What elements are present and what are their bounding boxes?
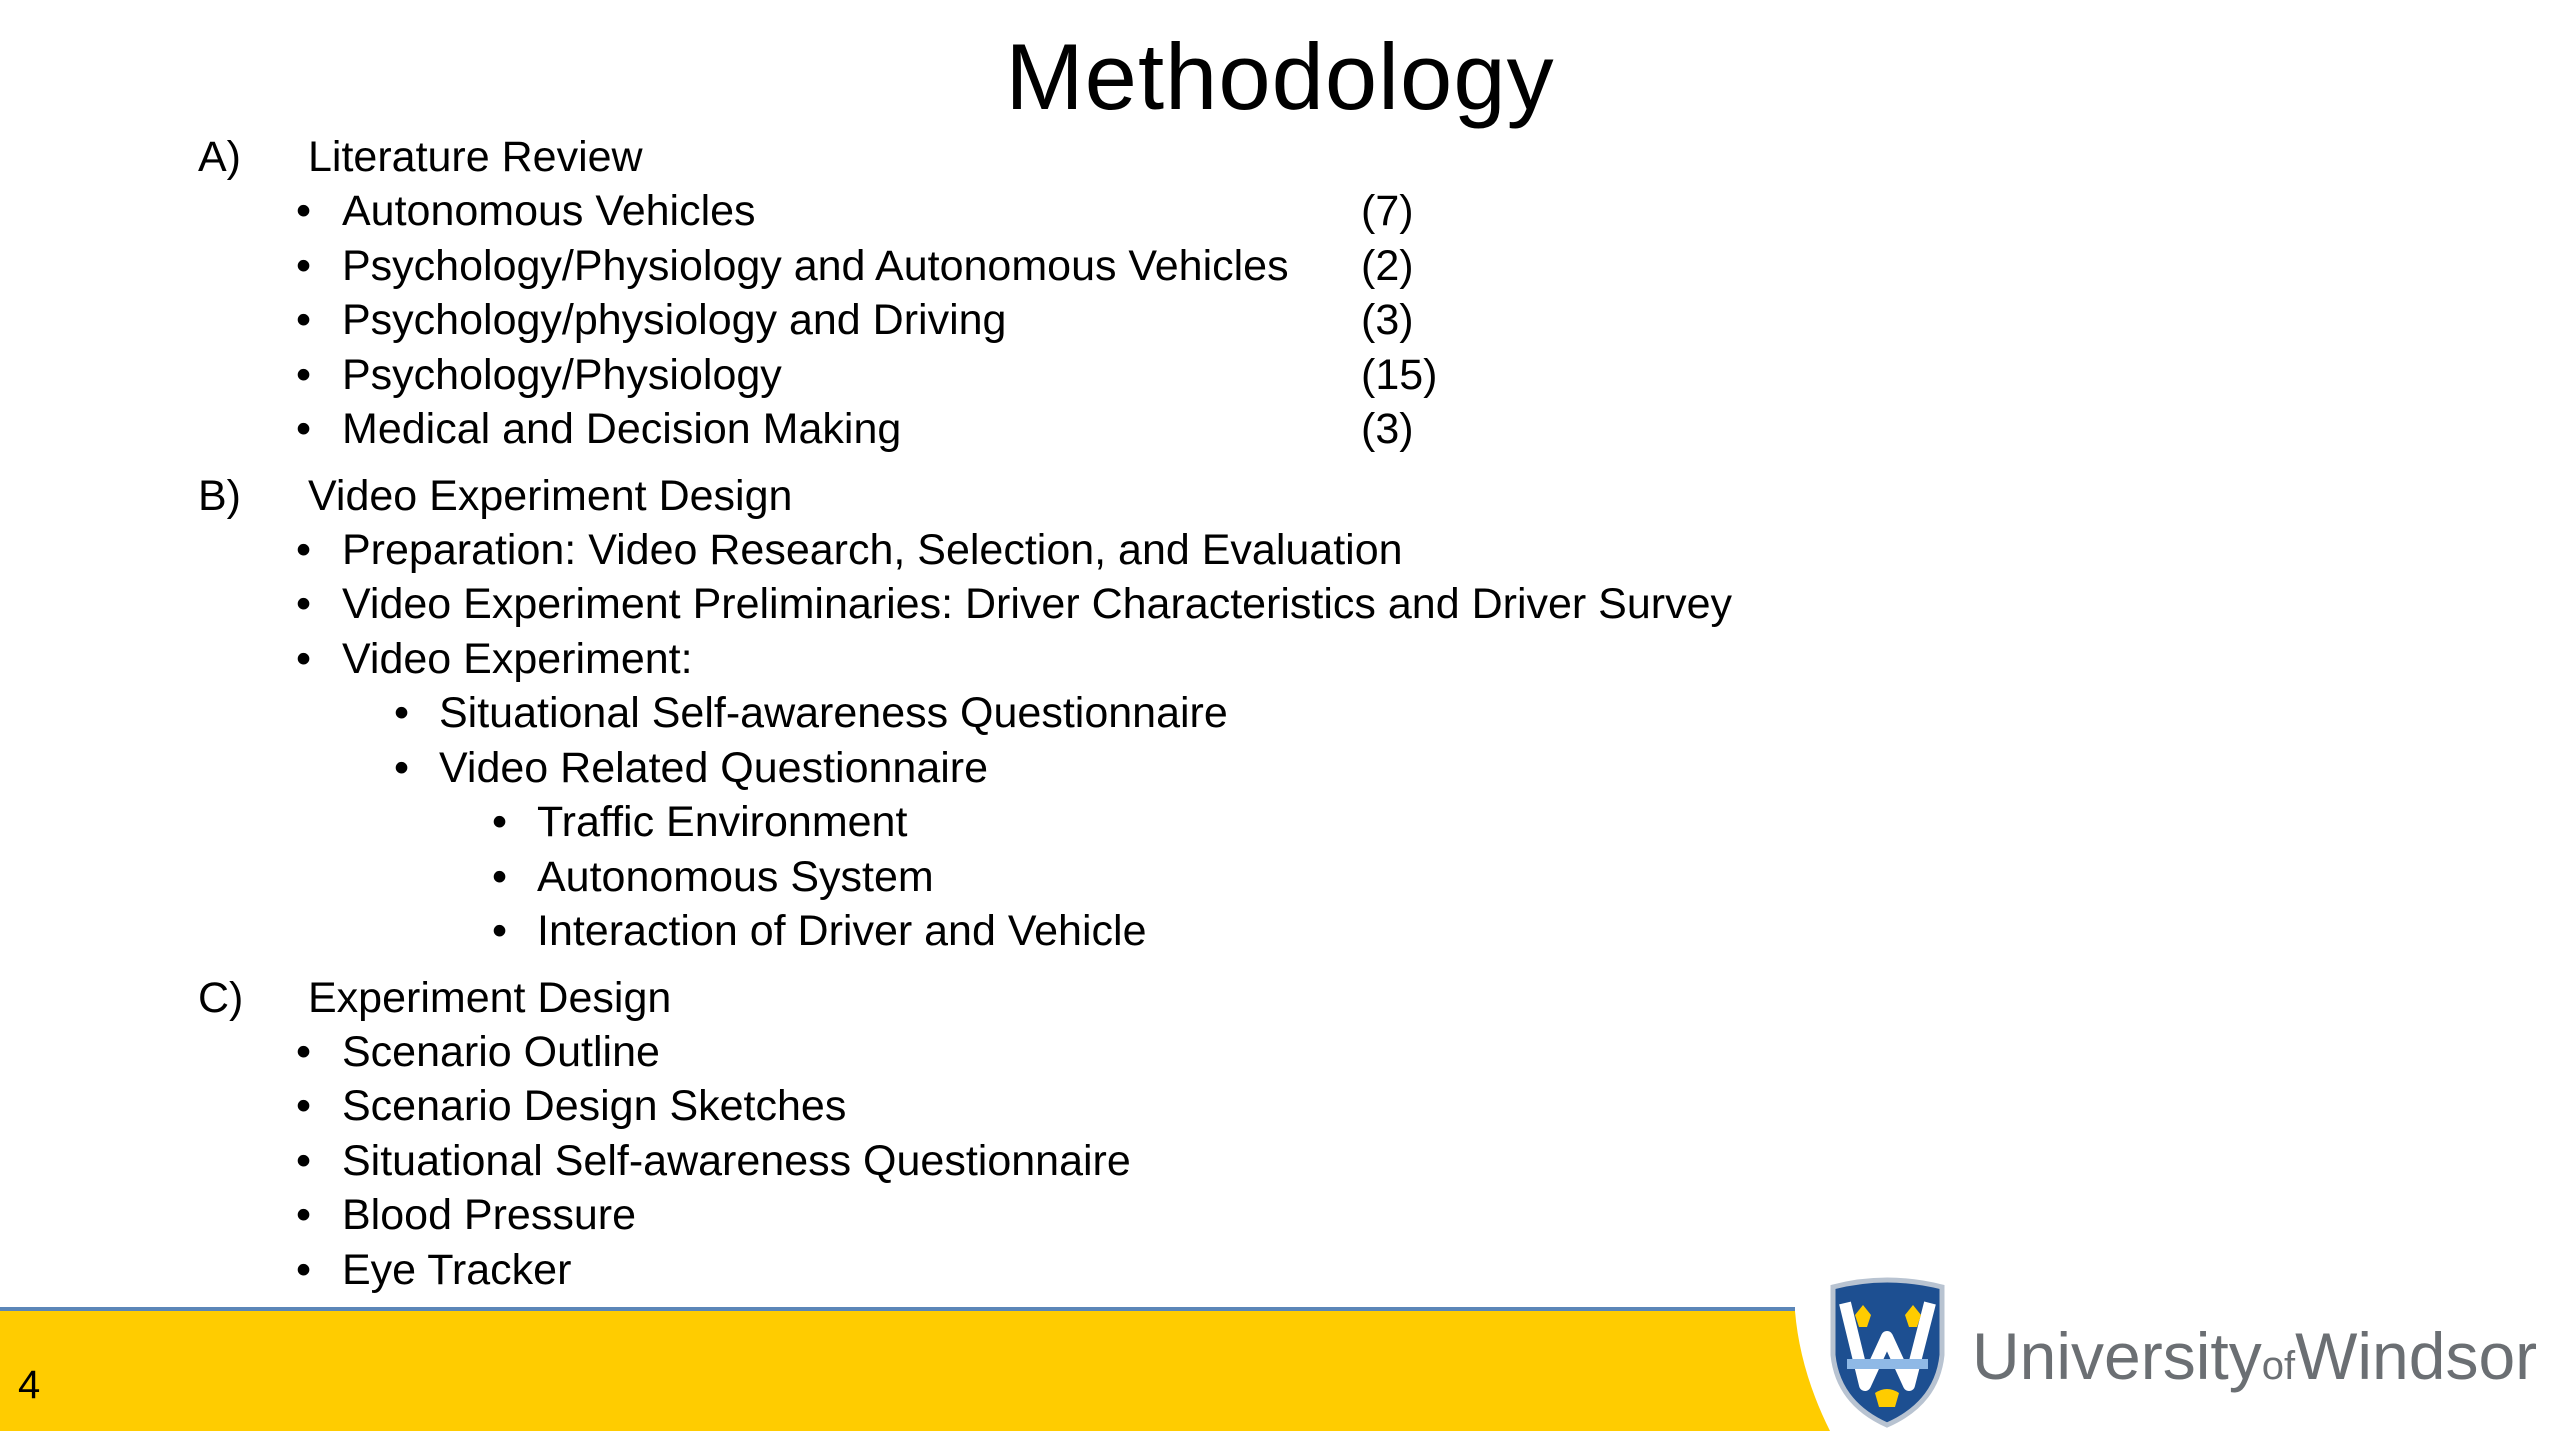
list-item (198, 1025, 2098, 1080)
item-text: Scenario Outline (342, 1027, 660, 1076)
bullet-icon: • (296, 296, 312, 344)
reference-count: (7) (1361, 187, 1414, 235)
bullet-list (198, 1025, 2098, 1298)
list-item (198, 741, 2098, 796)
item-text: Autonomous System (537, 852, 934, 901)
shield-crest-icon (1825, 1275, 1950, 1430)
list-item (198, 795, 2098, 850)
reference-count: (15) (1361, 350, 1438, 399)
list-item (198, 293, 2098, 348)
item-text: Preparation: Video Research, Selection, and Evaluation (342, 525, 1403, 574)
bullet-icon: • (492, 907, 508, 955)
section-letter: C) (198, 973, 244, 1022)
bullet-icon: • (492, 798, 508, 846)
item-text: Psychology/Physiology (342, 350, 782, 399)
footer-band (0, 1311, 1830, 1431)
item-text: Video Experiment: (342, 634, 693, 683)
section-title: Video Experiment Design (308, 471, 793, 520)
list-item (198, 904, 2098, 959)
list-item (198, 523, 2098, 578)
item-text: Traffic Environment (537, 798, 908, 846)
brand-university: University (1972, 1319, 2262, 1393)
list-item (198, 402, 2098, 457)
list-item (198, 850, 2098, 905)
bullet-icon: • (296, 580, 312, 628)
item-text: Medical and Decision Making (342, 405, 902, 453)
university-wordmark (1972, 1310, 2537, 1402)
bullet-icon: • (296, 634, 312, 683)
bullet-icon: • (296, 1245, 312, 1294)
bullet-icon: • (296, 1191, 312, 1239)
slide-content (198, 130, 2098, 1309)
section-heading (198, 469, 2098, 523)
bullet-icon: • (394, 689, 410, 737)
list-item (198, 632, 2098, 687)
list-item (198, 348, 2098, 403)
item-text: Eye Tracker (342, 1245, 572, 1294)
bullet-icon: • (296, 1027, 312, 1076)
item-text: Blood Pressure (342, 1191, 636, 1239)
bullet-icon: • (296, 350, 312, 399)
brand-of: of (2261, 1344, 2296, 1388)
item-text: Video Experiment Preliminaries: Driver Characteristics and Driver Survey (342, 580, 1733, 628)
brand-windsor: Windsor (2295, 1319, 2538, 1393)
item-text: Situational Self-awareness Questionnaire (439, 689, 1228, 737)
bullet-list (198, 523, 2098, 959)
list-item (198, 686, 2098, 741)
reference-count: (2) (1361, 241, 1414, 290)
bullet-icon: • (296, 405, 312, 453)
bullet-icon: • (296, 1082, 312, 1130)
bullet-icon: • (296, 1136, 312, 1185)
list-item (198, 1079, 2098, 1134)
list-item (198, 184, 2098, 239)
reference-count: (3) (1361, 296, 1414, 344)
list-item (198, 239, 2098, 294)
page-number: 4 (18, 1363, 41, 1407)
list-item (198, 1188, 2098, 1243)
item-text: Interaction of Driver and Vehicle (537, 907, 1147, 955)
list-item (198, 1134, 2098, 1189)
item-text: Situational Self-awareness Questionnaire (342, 1136, 1131, 1185)
bullet-list (198, 184, 2098, 457)
section-heading (198, 130, 2098, 184)
item-text: Psychology/Physiology and Autonomous Vehicles (342, 241, 1289, 290)
list-item (198, 577, 2098, 632)
bullet-icon: • (492, 852, 508, 901)
item-text: Video Related Questionnaire (439, 743, 989, 792)
bullet-icon: • (296, 187, 312, 235)
section-experiment-design (198, 971, 2098, 1298)
section-video-experiment-design (198, 469, 2098, 959)
bullet-icon: • (394, 743, 410, 792)
section-literature-review (198, 130, 2098, 457)
section-letter: B) (198, 471, 241, 520)
bullet-icon: • (296, 241, 312, 290)
reference-count: (3) (1361, 405, 1414, 453)
item-text: Psychology/physiology and Driving (342, 296, 1007, 344)
item-text: Autonomous Vehicles (342, 187, 756, 235)
section-heading (198, 971, 2098, 1025)
section-title: Literature Review (308, 133, 643, 181)
slide-title: Methodology (1005, 24, 1555, 129)
bullet-icon: • (296, 525, 312, 574)
section-letter: A) (198, 133, 241, 181)
list-item (198, 1243, 2098, 1298)
section-title: Experiment Design (308, 973, 672, 1022)
item-text: Scenario Design Sketches (342, 1082, 847, 1130)
